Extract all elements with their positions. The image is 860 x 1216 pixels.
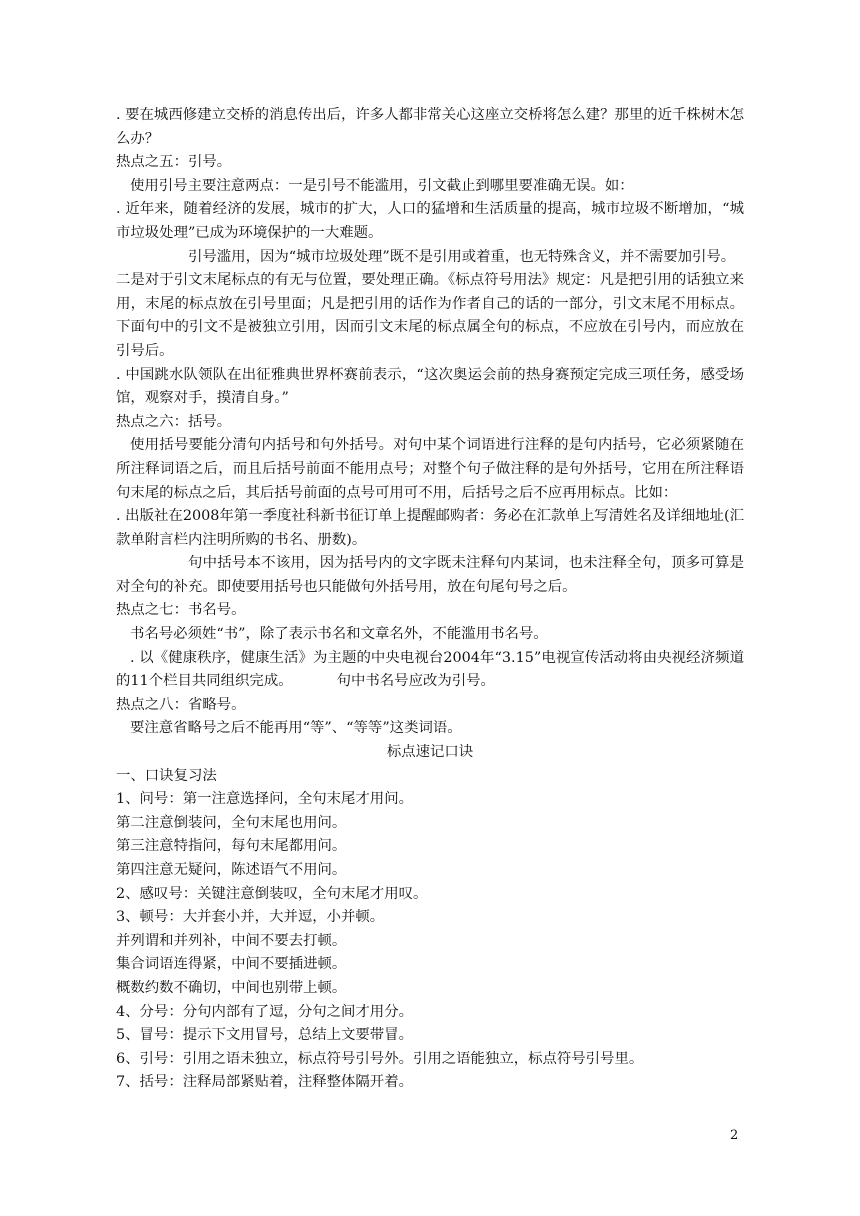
heading-hotspot-8-ellipsis: 热点之八：省略号。 [116,696,246,713]
mnemonic-line: 4、分号：分句内部有了逗，分句之间才用分。 [116,1003,413,1020]
mnemonic-line: 第三注意特指问，每句末尾都用问。 [116,838,347,855]
example-cctv-text: . 以《健康秩序，健康生活》为主题的中央电视台2004年“3.15”电视宣传活动将由央视经济频道的11个栏目共同组织完成。 [116,649,744,690]
paragraph-example-bridge: . 要在城西修建立交桥的消息传出后，许多人都非常关心这座立交桥将怎么建？那里的近千株树木怎么办？ [116,107,744,147]
heading-hotspot-5-quotes: 热点之五：引号。 [116,154,232,171]
paragraph-example-cctv [116,647,744,694]
paragraph-example-publisher: . 出版社在2008年第一季度社科新书征订单上提醒邮购者：务必在汇款单上写清姓名及详细地址(汇款单附言栏内注明所购的书名、册数)。 [116,508,744,548]
heading-hotspot-7-book-title: 热点之七：书名号。 [116,602,246,619]
mnemonic-line: 5、冒号：提示下文用冒号，总结上文要带冒。 [116,1027,413,1044]
paragraph-brackets-explain: 句中括号本不该用，因为括号内的文字既未注释句内某词，也未注释全句，顶多可算是对全句的补充。即使要用括号也只能做句外括号用，放在句尾句号之后。 [116,555,744,595]
paragraph-quotes-explain: 引号滥用，因为“城市垃圾处理”既不是引用或着重，也无特殊含义，并不需要加引号。 [188,248,736,265]
paragraph-brackets-rule: 使用括号要能分清句内括号和句外括号。对句中某个词语进行注释的是句内括号，它必须紧随在所注释词语之后，而且后括号前面不能用点号；对整个句子做注释的是句外括号，它用在所注释语句末尾的标点之后，其后括号前面的点号可用可不用，后括号之后不应再用标点。比如： [116,437,744,501]
example-cctv-fix: 句中书名号应改为引号。 [336,673,495,690]
mnemonic-line: 6、引号：引用之语未独立，标点符号引号外。引用之语能独立，标点符号引号里。 [116,1050,644,1067]
mnemonic-line: 3、顿号：大并套小并，大并逗，小并顿。 [116,909,385,926]
mnemonic-line: 并列谓和并列补，中间不要去打顿。 [116,932,347,949]
paragraph-book-title-rule: 书名号必须姓“书”，除了表示书名和文章名外，不能滥用书名号。 [130,626,548,643]
section-title-mnemonic: 标点速记口诀 [386,744,474,761]
page-number: 2 [730,1128,739,1143]
mnemonic-line: 概数约数不确切，中间也别带上顿。 [116,979,347,996]
heading-hotspot-6-brackets: 热点之六：括号。 [116,413,232,430]
mnemonic-line: 7、括号：注释局部紧贴着，注释整体隔开着。 [116,1074,413,1091]
paragraph-example-diving: . 中国跳水队领队在出征雅典世界杯赛前表示，“这次奥运会前的热身赛预定完成三项任务，感受场馆，观察对手，摸清自身。” [116,366,744,407]
paragraph-example-garbage: . 近年来，随着经济的发展，城市的扩大，人口的猛增和生活质量的提高，城市垃圾不断增加，“城市垃圾处理”已成为环境保护的一大难题。 [116,201,744,241]
paragraph-quotes-intro: 使用引号主要注意两点：一是引号不能滥用，引文截止到哪里要准确无误。如： [130,177,634,194]
mnemonic-line: 1、问号：第一注意选择问，全句末尾才用问。 [116,791,413,808]
subheading-mnemonic-method: 一、口诀复习法 [116,767,217,784]
paragraph-quotes-rule-two: 二是对于引文末尾标点的有无与位置，要处理正确。《标点符号用法》规定：凡是把引用的话独立来用，末尾的标点放在引号里面；凡是把引用的话作为作者自己的话的一部分，引文末尾不用标点。下面句中的引文不是被独立引用，因而引文末尾的标点属全句的标点，不应放在引号内，而应放在引号后。 [116,272,744,359]
mnemonic-line: 2、感叹号：关键注意倒装叹，全句末尾才用叹。 [116,885,428,902]
mnemonic-line: 第四注意无疑问，陈述语气不用问。 [116,862,347,878]
document-page [116,104,744,1095]
mnemonic-line: 第二注意倒装问，全句末尾也用问。 [116,814,347,831]
paragraph-ellipsis-rule: 要注意省略号之后不能再用“等”、“等等”这类词语。 [130,720,462,737]
mnemonic-line: 集合词语连得紧，中间不要插进顿。 [116,956,347,973]
